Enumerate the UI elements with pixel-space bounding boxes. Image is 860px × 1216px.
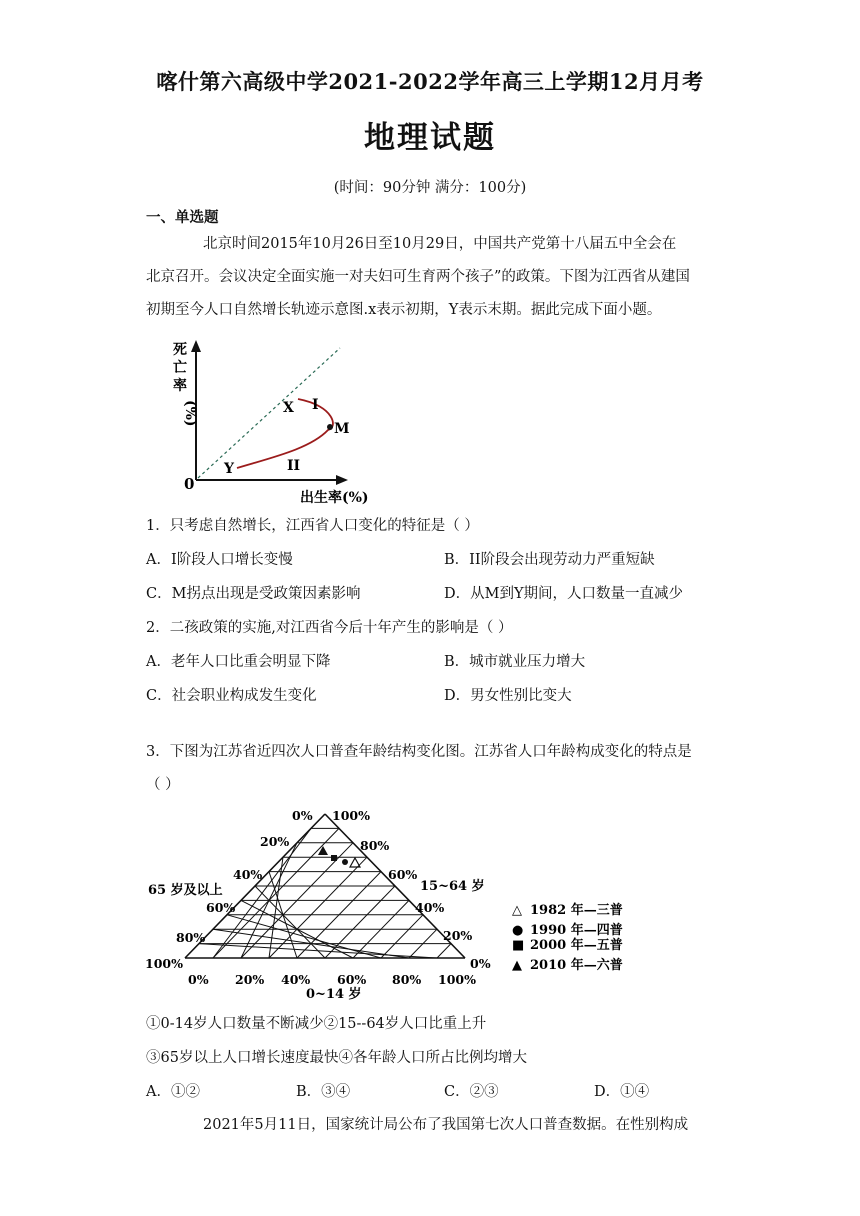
grid-line-diagonal-a [437, 944, 451, 958]
q3-option-c[interactable]: C．②③ [444, 1084, 499, 1100]
q1-stem: 1．只考虑自然增长，江西省人口变化的特征是（ ） [146, 518, 479, 534]
label-stage-ii: II [287, 458, 301, 474]
left-tick-40: 40% [233, 867, 263, 882]
passage2-line: 2021年5月11日，国家统计局公布了我国第七次人口普查数据。在性别构成 [203, 1117, 689, 1133]
right-tick-100: 100% [332, 808, 370, 823]
passage1-line-1: 北京时间2015年10月26日至10月29日，中国共产党第十八届五中全会在 [203, 236, 677, 252]
right-axis-title: 15~64 岁 [420, 879, 485, 894]
q3-choice-line-1: ①0-14岁人口数量不断减少②15--64岁人口比重上升 [146, 1016, 487, 1032]
legend-symbol-1990: ● [512, 923, 524, 938]
population-trajectory-figure [150, 336, 400, 506]
passage1-line-3: 初期至今人口自然增长轨迹示意图.x表示初期，Y表示末期。据此完成下面小题。 [146, 302, 662, 318]
legend-label-1982: 1982 年—三普 [530, 903, 623, 918]
age-structure-ternary-figure [140, 800, 660, 1005]
q2-option-a[interactable]: A．老年人口比重会明显下降 [146, 654, 331, 670]
right-tick-40: 40% [415, 900, 445, 915]
y-axis-label-2: 亡 [173, 360, 187, 376]
grid-line-diagonal-a [269, 857, 367, 958]
bottom-tick-80: 80% [392, 972, 422, 987]
subject-title: 地理试题 [364, 120, 496, 156]
bottom-tick-60: 60% [337, 972, 367, 987]
time-info: (时间：90分钟 满分：100分) [333, 180, 527, 196]
bottom-tick-100: 100% [438, 972, 476, 987]
q2-option-c[interactable]: C．社会职业构成发生变化 [146, 688, 317, 704]
marker-2000 [331, 855, 337, 861]
label-y: Y [224, 461, 234, 477]
q3-option-a[interactable]: A．①② [146, 1084, 200, 1100]
legend-label-2010: 2010 年—六普 [530, 958, 623, 973]
legend [512, 902, 623, 973]
x-axis-label: 出生率(%) [300, 490, 369, 506]
label-x: X [283, 400, 294, 416]
q2-option-b[interactable]: B．城市就业压力增大 [444, 654, 586, 670]
bottom-tick-0: 0% [188, 972, 209, 987]
passage1-line-2: 北京召开。会议决定全面实施一对夫妇可生育两个孩子”的政策。下图为江西省从建国 [146, 269, 690, 285]
q3-choice-line-2: ③65岁以上人口增长速度最快④各年龄人口所占比例均增大 [146, 1050, 527, 1066]
marker-1990 [342, 859, 348, 865]
q3-stem-line-2: （ ） [146, 777, 180, 793]
q2-stem: 2．二孩政策的实施,对江西省今后十年产生的影响是（ ） [146, 620, 513, 636]
label-stage-i: I [312, 397, 319, 413]
right-tick-80: 80% [360, 838, 390, 853]
school-title: 喀什第六高级中学2021-2022学年高三上学期12月月考 [156, 69, 704, 94]
q2-option-d[interactable]: D．男女性别比变大 [444, 688, 572, 704]
label-m: M [334, 421, 350, 437]
legend-symbol-2000: ■ [512, 938, 525, 953]
origin-label: 0 [184, 475, 195, 493]
q1-option-b[interactable]: B．II阶段会出现劳动力严重短缺 [444, 552, 655, 568]
legend-label-2000: 2000 年—五普 [530, 938, 623, 953]
legend-symbol-1982: △ [512, 903, 522, 918]
bottom-axis-title: 0~14 岁 [306, 987, 362, 1002]
right-tick-60: 60% [388, 867, 418, 882]
q3-option-b[interactable]: B．③④ [296, 1084, 351, 1100]
right-tick-20: 20% [443, 928, 473, 943]
y-axis-label-1: 死 [173, 342, 187, 358]
point-m [327, 424, 333, 430]
q1-option-a[interactable]: A．I阶段人口增长变慢 [146, 552, 293, 568]
bottom-tick-40: 40% [281, 972, 311, 987]
left-tick-20: 20% [260, 834, 290, 849]
left-tick-80: 80% [176, 930, 206, 945]
left-axis-title: 65 岁及以上 [148, 883, 223, 898]
legend-label-1990: 1990 年—四普 [530, 923, 623, 938]
section-label: 一、单选题 [146, 209, 219, 226]
q1-option-d[interactable]: D．从M到Y期间，人口数量一直减少 [444, 586, 684, 602]
left-tick-100: 100% [145, 956, 183, 971]
bottom-tick-20: 20% [235, 972, 265, 987]
grid-line-diagonal-b [227, 915, 381, 958]
y-axis-label-3: 率 [173, 378, 187, 394]
left-tick-60: 60% [206, 900, 236, 915]
q3-option-d[interactable]: D．①④ [594, 1084, 650, 1100]
grid-line-diagonal-b [199, 944, 437, 958]
right-tick-0: 0% [470, 956, 491, 971]
q1-option-c[interactable]: C．M拐点出现是受政策因素影响 [146, 586, 361, 602]
q3-stem-line-1: 3．下图为江苏省近四次人口普查年龄结构变化图。江苏省人口年龄构成变化的特点是 [146, 744, 692, 760]
legend-symbol-2010: ▲ [512, 958, 522, 973]
x-axis-arrow-icon [336, 475, 348, 485]
y-axis-arrow-icon [191, 340, 201, 352]
marker-2010 [318, 846, 328, 855]
y-axis-label-4: (%) [182, 400, 198, 427]
grid-line-diagonal-a [381, 915, 423, 958]
left-tick-0: 0% [292, 808, 313, 823]
